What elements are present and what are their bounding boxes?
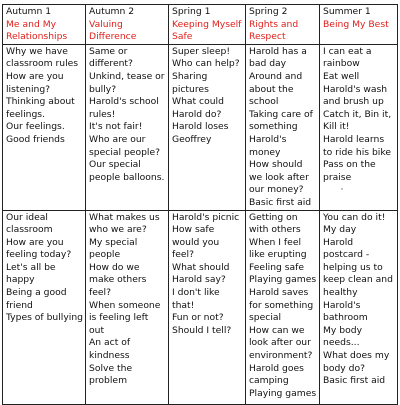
lesson-item: I can eat a rainbow (323, 45, 372, 70)
lesson-item: Let's all be happy (6, 261, 56, 286)
lesson-cell-spring-1 (169, 44, 246, 210)
lesson-item: When I feel like erupting (249, 236, 307, 261)
lesson-item: My special people (89, 236, 138, 261)
lesson-item: Should I tell? (172, 324, 232, 336)
lesson-item: My day (323, 224, 357, 236)
lesson-item: Basic first aid (249, 196, 312, 208)
lesson-item: Unkind, tease or bully? (89, 70, 165, 95)
lesson-item: Sharing pictures (172, 70, 209, 95)
lesson-item: How are you feeling today? (6, 236, 72, 261)
lesson-item: What makes us who we are? (89, 211, 160, 236)
lesson-item: Harold's school rules! (89, 96, 159, 120)
term-label: Summer 1 (323, 6, 371, 17)
curriculum-table (2, 4, 398, 405)
lesson-item: Taking care of something (249, 108, 313, 133)
lesson-item: Harold's picnic (172, 211, 240, 223)
term-label: Autumn 1 (6, 6, 52, 17)
lesson-cell-spring-2 (246, 44, 320, 210)
header-cell-spring-2 (246, 5, 320, 45)
lesson-item: What could Harold do? (172, 96, 224, 120)
lesson-item: Our special people balloons. (89, 159, 165, 183)
lesson-item: Pass on the praise (323, 159, 376, 183)
lesson-cell-autumn-1 (3, 44, 86, 210)
lesson-cell-spring-2 (246, 210, 320, 404)
header-row (3, 5, 398, 45)
lesson-cell-autumn-2 (86, 210, 169, 404)
lessons-row-1 (3, 44, 398, 210)
lesson-item: Types of bullying (6, 312, 83, 324)
lesson-item: Harold saves for something special (249, 287, 314, 324)
lesson-item: How can we look after our environment? (249, 324, 313, 362)
lesson-cell-autumn-2 (86, 44, 169, 210)
lesson-item: Getting on with others (249, 211, 301, 236)
header-cell-autumn-2 (86, 5, 169, 45)
lesson-item: How should we look after our money? (249, 159, 309, 196)
lesson-item: Who are our special people? (89, 133, 160, 158)
topic-title: Me and My Relationships (6, 18, 68, 43)
lesson-item: Around and about the school (249, 70, 303, 108)
lesson-cell-summer-1 (320, 44, 398, 210)
term-label: Spring 1 (172, 6, 211, 17)
lessons-row-2 (3, 210, 398, 404)
term-label: Spring 2 (249, 6, 288, 17)
term-label: Autumn 2 (89, 6, 135, 17)
lesson-item: Feeling safe (249, 261, 305, 273)
lesson-item: How do we make others feel? (89, 261, 147, 299)
lesson-item: I don't like that! (172, 287, 220, 311)
lesson-item: Our feelings. (6, 121, 65, 133)
lesson-item: Harold postcard - helping us to keep clean and healthy (323, 236, 393, 299)
lesson-item: Playing games (249, 274, 317, 286)
lesson-item: Being a good friend (6, 287, 67, 311)
lesson-item: Harold loses Geoffrey (172, 121, 229, 145)
lesson-item: How safe would you feel? (172, 224, 220, 261)
lesson-item: You can do it! (323, 211, 386, 223)
lesson-item: What does my body do? (323, 350, 390, 374)
lesson-item: Catch it, Bin it, Kill it! (323, 108, 392, 133)
header-cell-autumn-1 (3, 5, 86, 45)
lesson-item: How are you listening? (6, 70, 64, 95)
lesson-cell-spring-1 (169, 210, 246, 404)
lesson-item: Why we have classroom rules (6, 45, 79, 70)
lesson-item: Harold's bathroom (323, 299, 368, 324)
lesson-item: Who can help? (172, 58, 240, 70)
header-cell-spring-1 (169, 5, 246, 45)
lesson-item: When someone is feeling left out (89, 299, 161, 336)
lesson-item: What should Harold say? (172, 261, 230, 286)
lesson-item: Playing games (249, 387, 317, 399)
lesson-item: Our ideal classroom (6, 211, 53, 236)
lesson-cell-summer-1 (320, 210, 398, 404)
lesson-item: Super sleep! (172, 45, 230, 57)
lesson-item: Harold has a bad day (249, 45, 307, 70)
lesson-item: Same or different? (89, 45, 133, 70)
lesson-item: Basic first aid (323, 375, 386, 387)
topic-title: Being My Best (323, 18, 389, 30)
lesson-item: Harold goes camping (249, 362, 304, 387)
topic-title: Valuing Difference (89, 18, 137, 43)
lesson-item: Good friends (6, 133, 65, 145)
lesson-item: Solve the problem (89, 362, 133, 387)
lesson-item: Eat well (323, 70, 360, 82)
topic-title: Rights and Respect (249, 18, 299, 43)
lesson-item: Harold's wash and brush up (323, 83, 388, 108)
lesson-item: An act of kindness (89, 337, 131, 362)
lesson-item: Fun or not? (172, 312, 224, 324)
lesson-cell-autumn-1 (3, 210, 86, 404)
lesson-item: Harold learns to ride his bike (323, 133, 391, 158)
lesson-item: It's not fair! (89, 121, 143, 133)
header-cell-summer-1 (320, 5, 398, 45)
lesson-item: My body needs... (323, 324, 363, 349)
lesson-item: Thinking about feelings. (6, 96, 75, 120)
topic-title: Keeping Myself Safe (172, 18, 242, 43)
bullet-dot-icon: · (323, 184, 344, 196)
lesson-item: Harold's money (249, 133, 287, 158)
